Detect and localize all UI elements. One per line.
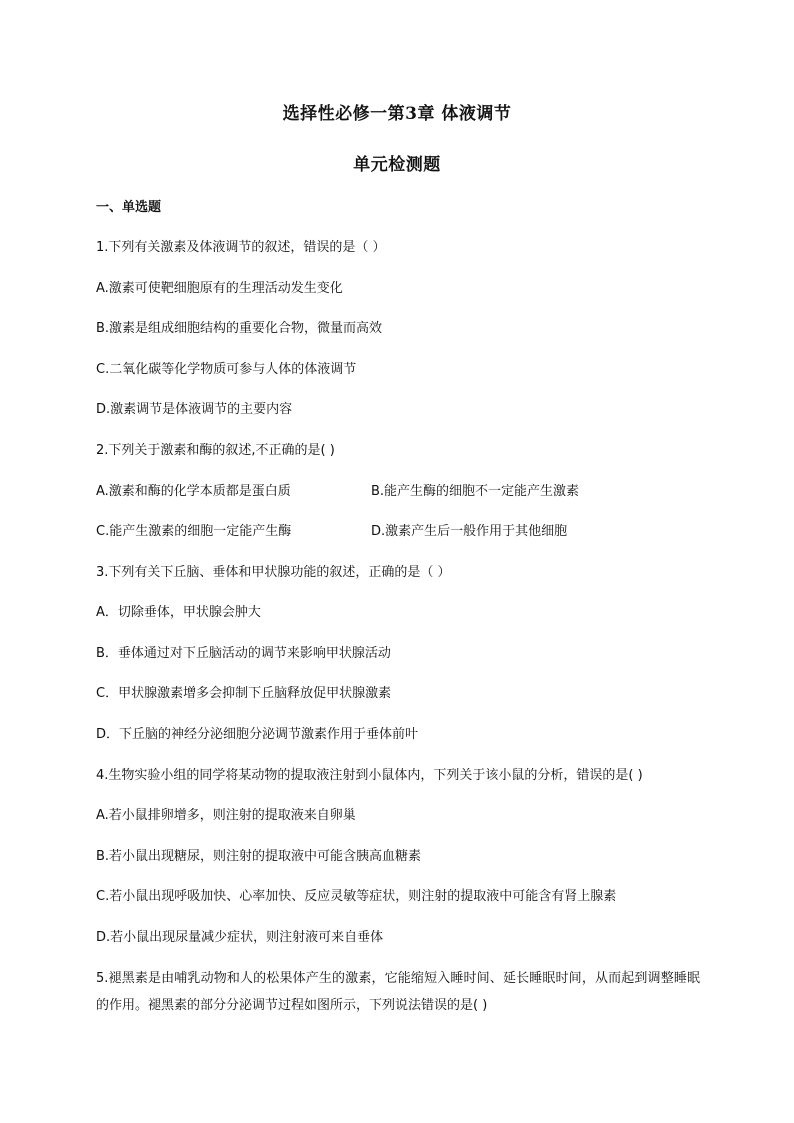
question-2-option-a: A.激素和酶的化学本质都是蛋白质 <box>96 484 291 499</box>
question-4-option-b: B.若小鼠出现糖尿，则注射的提取液中可能含胰高血糖素 <box>96 849 422 864</box>
question-4-stem: 4.生物实验小组的同学将某动物的提取液注射到小鼠体内，下列关于该小鼠的分析，错误的是( ) <box>96 768 643 783</box>
question-1-stem: 1.下列有关激素及体液调节的叙述，错误的是（ ） <box>96 240 386 255</box>
question-2-option-b: B.能产生酶的细胞不一定能产生激素 <box>371 484 580 499</box>
question-3-option-c: C．甲状腺激素增多会抑制下丘脑释放促甲状腺激素 <box>96 686 392 701</box>
question-3-option-a: A．切除垂体，甲状腺会肿大 <box>96 605 261 620</box>
question-3-option-d: D．下丘脑的神经分泌细胞分泌调节激素作用于垂体前叶 <box>96 727 419 742</box>
document-title: 选择性必修一第3章 体液调节 <box>282 104 512 124</box>
question-2-option-d: D.激素产生后一般作用于其他细胞 <box>371 524 568 539</box>
question-4-option-d: D.若小鼠出现尿量减少症状，则注射液可来自垂体 <box>96 930 384 945</box>
question-3-option-b: B．垂体通过对下丘脑活动的调节来影响甲状腺活动 <box>96 646 391 661</box>
question-1-option-a: A.激素可使靶细胞原有的生理活动发生变化 <box>96 281 343 296</box>
question-2-stem: 2.下列关于激素和酶的叙述,不正确的是( ) <box>96 443 335 458</box>
question-1-option-c: C.二氧化碳等化学物质可参与人体的体液调节 <box>96 362 357 377</box>
section-heading: 一、单选题 <box>96 200 162 215</box>
question-3-stem: 3.下列有关下丘脑、垂体和甲状腺功能的叙述，正确的是（ ） <box>96 565 451 580</box>
document-subtitle: 单元检测题 <box>353 155 441 175</box>
question-2-option-c: C.能产生激素的细胞一定能产生酶 <box>96 524 292 539</box>
question-5-stem: 5.褪黑素是由哺乳动物和人的松果体产生的激素，它能缩短入睡时间、延长睡眠时间，从而起到调整睡眠的作用。褪黑素的部分分泌调节过程如图所示，下列说法错误的是( ) <box>96 971 700 1013</box>
question-4-option-c: C.若小鼠出现呼吸加快、心率加快、反应灵敏等症状，则注射的提取液中可能含有肾上腺素 <box>96 889 617 904</box>
question-4-option-a: A.若小鼠排卵增多，则注射的提取液来自卵巢 <box>96 808 356 823</box>
question-1-option-d: D.激素调节是体液调节的主要内容 <box>96 402 293 417</box>
question-1-option-b: B.激素是组成细胞结构的重要化合物，微量而高效 <box>96 321 383 336</box>
